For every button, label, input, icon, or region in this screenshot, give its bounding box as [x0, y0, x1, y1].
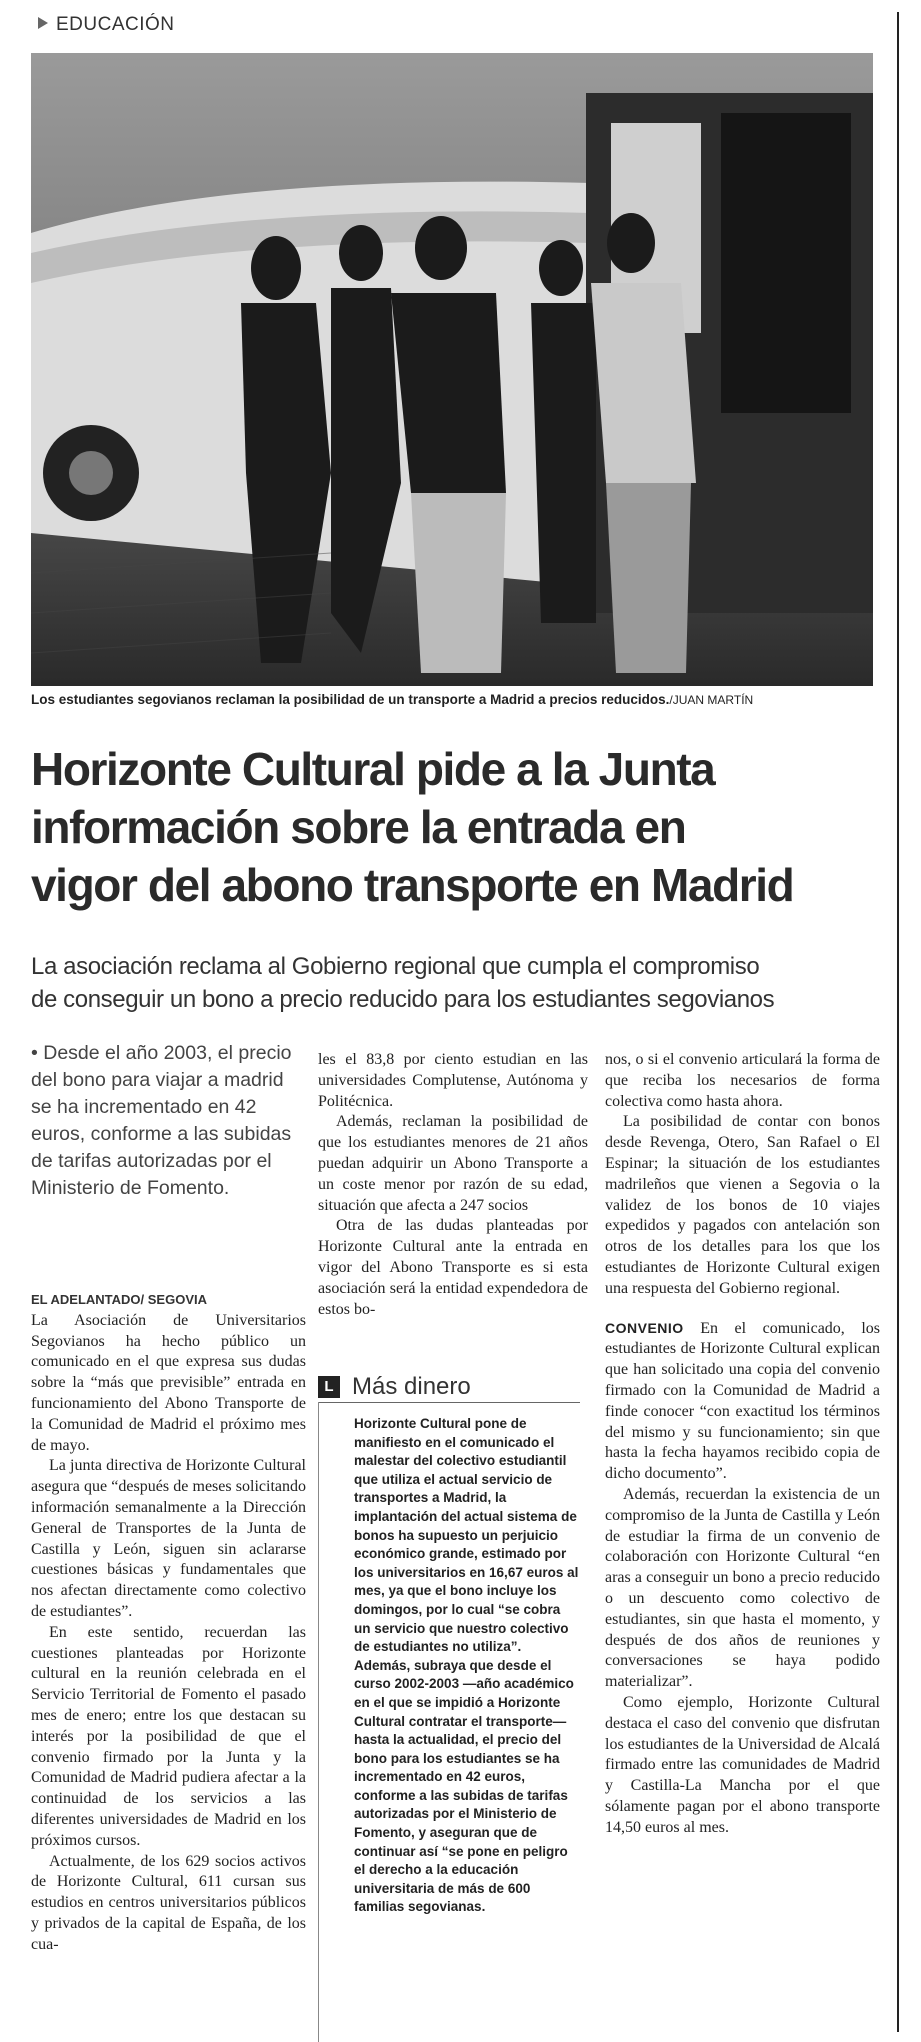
article-column-2 — [318, 1050, 588, 1320]
section-label — [38, 14, 175, 36]
section-label-text: EDUCACIÓN — [56, 14, 175, 35]
caption-text: Los estudiantes segovianos reclaman la posibilidad de un transporte a Madrid a precios reducidos. — [31, 692, 670, 707]
paragraph: Además, reclaman la posibilidad de que los estudiantes menores de 21 años puedan adquirir un Abono Transporte a un coste menor por razón de su edad, situación que afecta a 247 socios — [318, 1113, 588, 1214]
paragraph: Además, recuerdan la existencia de un compromiso de la Junta de Castilla y León de estudiar la firma de un convenio de colaboración con Horizonte Cultural “en aras a conseguir un bono a precio reducido o un descuento como colectivo de estudiantes, sin que hasta el momento, y después de dos años de reuniones y conversaciones se haya podido materializar”. — [605, 1485, 880, 1691]
photo-students-bus — [31, 53, 873, 686]
paragraph: Otra de las dudas planteadas por Horizonte Cultural ante la entrada en vigor del Abono Transporte es si esta asociación será la entidad expendedora de estos bo- — [318, 1217, 588, 1318]
paragraph: Como ejemplo, Horizonte Cultural destaca el caso del convenio que disfrutan los estudiantes de la Universidad de Alcalá firmado entre las comunidades de Madrid y Castilla-La Mancha por el que sólamente pagan por el abono transporte 14,50 euros al mes. — [605, 1693, 880, 1836]
kicker: CONVENIO — [605, 1319, 684, 1336]
headline-line: vigor del abono transporte en Madrid — [31, 859, 794, 911]
article-column-3 — [605, 1050, 880, 1838]
headline-line: información sobre la entrada en — [31, 801, 686, 853]
box-mark-icon: L — [318, 1376, 340, 1398]
paragraph: Horizonte Cultural pone de manifiesto en el comunicado el malestar del colectivo estudiantil que utiliza el actual servicio de transportes a Madrid, la implantación del actual sistema de bonos ha supuesto un perjuicio económico grande, estimado por los universitarios en 16,67 euros al mes, ya que el bono incluye los domingos, por lo cual “se cobra un servicio que nuestro colectivo de estudiantes no utiliza”. — [354, 1416, 579, 1655]
lede-highlight: • Desde el año 2003, el precio del bono para viajar a madrid se ha incrementado en 42 euros, conforme a las subidas de tarifas autorizadas por el Ministerio de Fomento. — [31, 1042, 292, 1199]
sidebar-box-rule — [318, 1402, 319, 2042]
paragraph: La Asociación de Universitarios Segovianos ha hecho público un comunicado en el que expresa sus dudas sobre la “más que previsible” entrada en funcionamiento del Abono Transporte de la Comunidad de Madrid el próximo mes de mayo. — [31, 1311, 306, 1454]
photo-caption — [31, 692, 873, 707]
paragraph: La posibilidad de contar con bonos desde Revenga, Otero, San Rafael o El Espinar; la situación de los estudiantes madrileños que vienen a Segovia o la validez de los bonos de 10 viajes expedidos y pagados con antelación son otros de los detalles para los que los estudiantes de Horizonte Cultural exigen una respuesta del Gobierno regional. — [605, 1113, 880, 1297]
article-column-1 — [31, 1290, 306, 1956]
subhead-line: de conseguir un bono a precio reducido para los estudiantes segovianos — [31, 986, 775, 1013]
kicker-text: En el comunicado, los estudiantes de Horizonte Cultural explican que han solicitado una copia del convenio firmado con la Comunidad de Madrid a finde conocer “con exactitud los términos del mismo y su funcionamiento; sin que hasta la fecha hayamos recibido copia de dicho documento”. — [605, 1319, 880, 1483]
sidebar-box — [318, 1372, 580, 1917]
paragraph — [605, 1318, 880, 1485]
subhead-line: La asociación reclama al Gobierno regional que cumpla el compromiso — [31, 953, 760, 980]
sidebar-box-title: Más dinero — [352, 1373, 471, 1400]
sidebar-box-header — [318, 1372, 580, 1403]
headline — [31, 740, 881, 914]
photo-credit: /JUAN MARTÍN — [669, 693, 754, 707]
triangle-icon — [38, 17, 48, 29]
news-photo — [31, 53, 873, 686]
paragraph: Además, subraya que desde el curso 2002-2003 —año académico en el que se impidió a Horizonte Cultural contratar el transporte— hasta la actualidad, el precio del bono para los estudiantes se ha incrementado en 42 euros, conforme a las subidas de tarifas autorizadas por el Ministerio de Fomento, y aseguran que de continuar así “se pone en peligro el derecho a la educación universitaria de más de 600 familias segovianas. — [354, 1657, 574, 1915]
sidebar-box-body — [318, 1415, 580, 1917]
paragraph: En este sentido, recuerdan las cuestiones planteadas por Horizonte cultural en la reunión celebrada en el Servicio Territorial de Fomento el pasado mes de enero; entre los que destacan su interés por la posibilidad de que el convenio firmado por la Junta y la Comunidad de Madrid pudiera afectar a la continuidad de los servicios a las diferentes universidades de Madrid en los próximos cursos. — [31, 1623, 306, 1849]
paragraph: les el 83,8 por ciento estudian en las universidades Complutense, Autónoma y Politécnica. — [318, 1051, 588, 1110]
page-edge-rule — [897, 12, 899, 2032]
byline: EL ADELANTADO/ SEGOVIA — [31, 1292, 207, 1307]
subheadline — [31, 950, 881, 1016]
headline-line: Horizonte Cultural pide a la Junta — [31, 743, 715, 795]
paragraph: nos, o si el convenio articulará la forma de que reciba los necesarios de forma colectiva como hasta ahora. — [605, 1051, 880, 1110]
paragraph: La junta directiva de Horizonte Cultural asegura que “después de meses solicitando información semanalmente a la Dirección General de Transportes de la Junta de Castilla y León, siguen sin aclararse cuestiones básicas y fundamentales que nos afectan directamente como colectivo de estudiantes”. — [31, 1457, 306, 1620]
paragraph: Actualmente, de los 629 socios activos de Horizonte Cultural, 611 cursan sus estudios en centros universitarios públicos y privados de la capital de España, de los cua- — [31, 1852, 306, 1953]
